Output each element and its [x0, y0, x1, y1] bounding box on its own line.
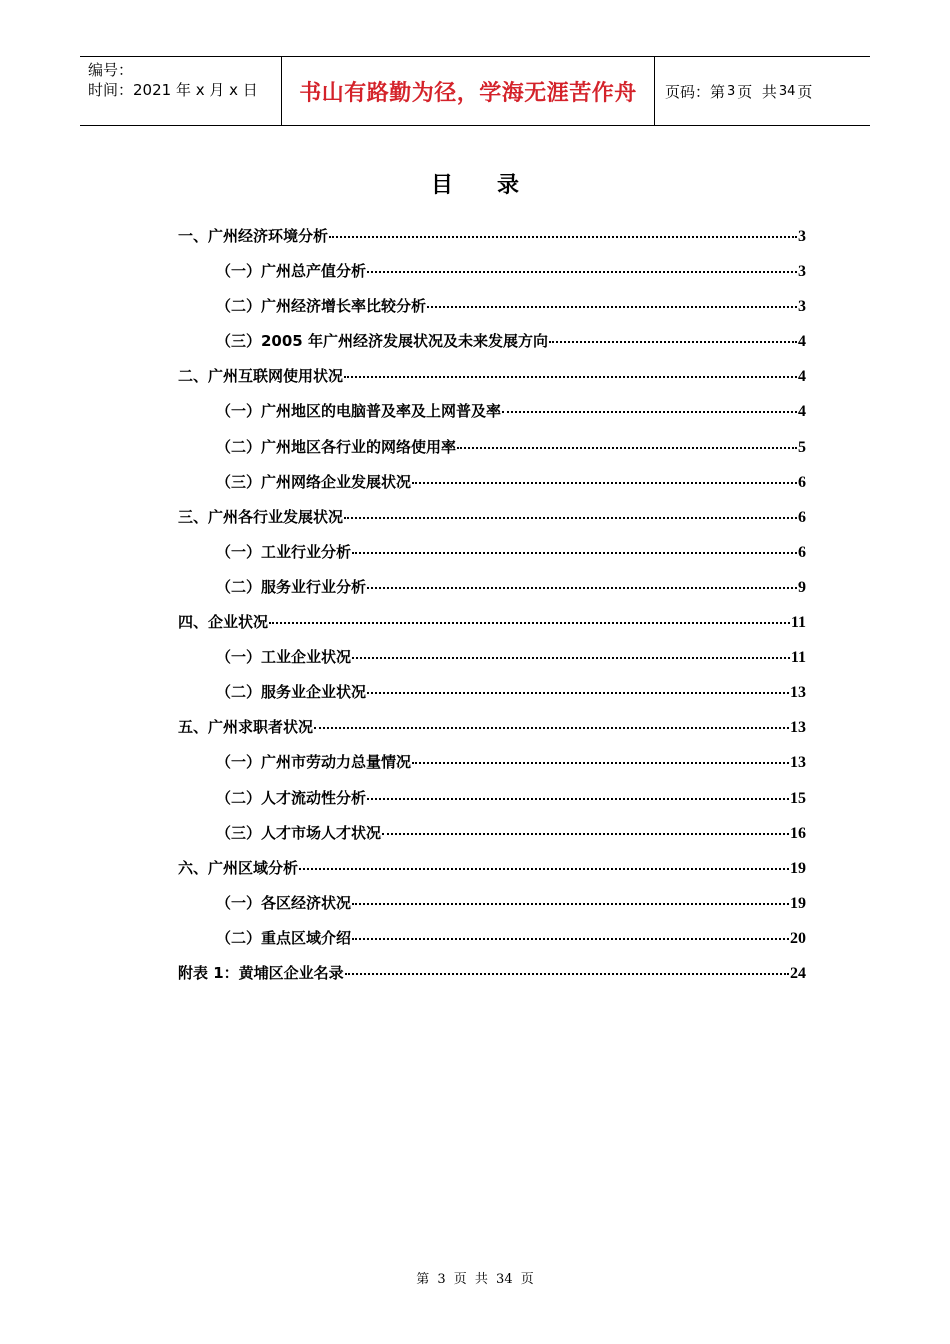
toc-leader-dots: [412, 762, 789, 764]
toc-subsection-entry[interactable]: [178, 573, 806, 608]
toc-entry-text: （三）人才市场人才状况: [216, 823, 382, 842]
toc-subsection-entry[interactable]: [178, 397, 806, 432]
toc-leader-dots: [345, 973, 789, 975]
toc-leader-dots: [352, 657, 790, 659]
toc-leader-dots: [367, 798, 789, 800]
toc-leader-dots: [269, 622, 790, 624]
toc-page-number: 6: [798, 473, 806, 491]
table-of-contents: [178, 222, 806, 994]
toc-entry-text: 一、广州经济环境分析: [178, 227, 329, 245]
toc-leader-dots: [502, 411, 797, 413]
toc-section-entry[interactable]: [178, 362, 806, 397]
toc-subsection-entry[interactable]: [178, 924, 806, 959]
toc-leader-dots: [329, 236, 797, 238]
toc-leader-dots: [382, 833, 789, 835]
toc-page-number: 11: [790, 614, 806, 632]
toc-leader-dots: [314, 727, 789, 729]
toc-leader-dots: [352, 938, 789, 940]
toc-page-number: 4: [798, 403, 806, 421]
page-header: [80, 56, 870, 126]
toc-page-number: 4: [798, 333, 806, 351]
toc-leader-dots: [457, 447, 797, 449]
header-page-info: [655, 57, 870, 125]
toc-title: [0, 168, 950, 199]
toc-subsection-entry[interactable]: [178, 819, 806, 854]
toc-subsection-entry[interactable]: [178, 748, 806, 783]
toc-entry-text: （一）广州市劳动力总量情况: [216, 753, 412, 772]
toc-leader-dots: [367, 692, 789, 694]
toc-entry-text: （二）广州地区各行业的网络使用率: [216, 437, 457, 456]
page-current: 3: [727, 83, 736, 99]
toc-entry-text: （一）各区经济状况: [216, 893, 352, 912]
toc-page-number: 15: [790, 789, 806, 807]
toc-entry-text: （三）广州网络企业发展状况: [216, 472, 412, 491]
toc-leader-dots: [344, 517, 797, 519]
toc-entry-text: 六、广州区域分析: [178, 858, 299, 877]
toc-leader-dots: [427, 306, 797, 308]
toc-entry-text: （二）服务业企业状况: [216, 683, 367, 702]
toc-subsection-entry[interactable]: [178, 889, 806, 924]
toc-entry-text: （二）重点区域介绍: [216, 928, 352, 947]
page-total: 34: [778, 83, 796, 99]
toc-entry-text: （一）工业企业状况: [216, 648, 352, 667]
toc-page-number: 16: [790, 824, 806, 842]
toc-page-number: 6: [798, 543, 806, 561]
page-suffix: 页: [797, 82, 813, 101]
page-mid: 页 共: [737, 82, 777, 101]
toc-entry-text: （二）服务业行业分析: [216, 577, 367, 596]
toc-subsection-entry[interactable]: [178, 327, 806, 362]
toc-title-char-1: 目: [430, 173, 453, 198]
toc-entry-text: 三、广州各行业发展状况: [178, 507, 344, 526]
toc-section-entry[interactable]: [178, 608, 806, 643]
toc-entry-text: （二）广州经济增长率比较分析: [216, 297, 427, 316]
header-meta: [80, 57, 281, 125]
page-footer: 第 3 页 共 34 页: [416, 1272, 534, 1287]
page-prefix: 页码：第: [665, 82, 726, 101]
toc-subsection-entry[interactable]: [178, 678, 806, 713]
header-motto: 书山有路勤为径，学海无涯苦作舟: [281, 57, 655, 125]
toc-page-number: 11: [790, 649, 806, 667]
toc-entry-text: （一）广州地区的电脑普及率及上网普及率: [216, 402, 502, 421]
toc-page-number: 4: [798, 368, 806, 386]
toc-leader-dots: [367, 271, 797, 273]
toc-page-number: 19: [790, 859, 806, 877]
toc-page-number: 3: [798, 263, 806, 281]
toc-title-char-2: 录: [497, 173, 520, 198]
toc-subsection-entry[interactable]: [178, 433, 806, 468]
toc-page-number: 20: [790, 929, 806, 947]
toc-page-number: 24: [790, 964, 806, 982]
toc-entry-text: （一）广州总产值分析: [216, 262, 367, 281]
toc-page-number: 9: [798, 578, 806, 596]
toc-subsection-entry[interactable]: [178, 468, 806, 503]
toc-leader-dots: [299, 868, 789, 870]
toc-page-number: 19: [790, 894, 806, 912]
toc-entry-text: （一）工业行业分析: [216, 542, 352, 561]
toc-subsection-entry[interactable]: [178, 292, 806, 327]
toc-entry-text: 四、企业状况: [178, 613, 269, 632]
toc-section-entry[interactable]: [178, 222, 806, 257]
toc-subsection-entry[interactable]: [178, 784, 806, 819]
toc-page-number: 3: [798, 228, 806, 245]
toc-leader-dots: [344, 376, 797, 378]
toc-page-number: 3: [798, 298, 806, 316]
toc-entry-text: 二、广州互联网使用状况: [178, 367, 344, 386]
toc-section-entry[interactable]: [178, 713, 806, 748]
toc-leader-dots: [412, 482, 797, 484]
time-label: 时间：2021 年 x 月 x 日: [88, 81, 258, 99]
toc-subsection-entry[interactable]: [178, 643, 806, 678]
toc-subsection-entry[interactable]: [178, 538, 806, 573]
toc-page-number: 5: [798, 438, 806, 456]
toc-page-number: 6: [798, 508, 806, 526]
toc-section-entry[interactable]: [178, 503, 806, 538]
serial-label: 编号：: [88, 61, 134, 79]
toc-entry-text: 附表 1：黄埔区企业名录: [178, 963, 344, 982]
toc-page-number: 13: [790, 719, 806, 737]
toc-section-entry[interactable]: [178, 854, 806, 889]
toc-section-entry[interactable]: [178, 959, 806, 994]
toc-subsection-entry[interactable]: [178, 257, 806, 292]
toc-entry-text: （三）2005 年广州经济发展状况及未来发展方向: [216, 332, 548, 351]
toc-page-number: 13: [790, 684, 806, 702]
toc-leader-dots: [352, 552, 797, 554]
toc-entry-text: 五、广州求职者状况: [178, 718, 314, 737]
toc-leader-dots: [367, 587, 797, 589]
toc-leader-dots: [549, 341, 797, 343]
toc-leader-dots: [352, 903, 789, 905]
toc-page-number: 13: [790, 754, 806, 772]
toc-entry-text: （二）人才流动性分析: [216, 788, 367, 807]
